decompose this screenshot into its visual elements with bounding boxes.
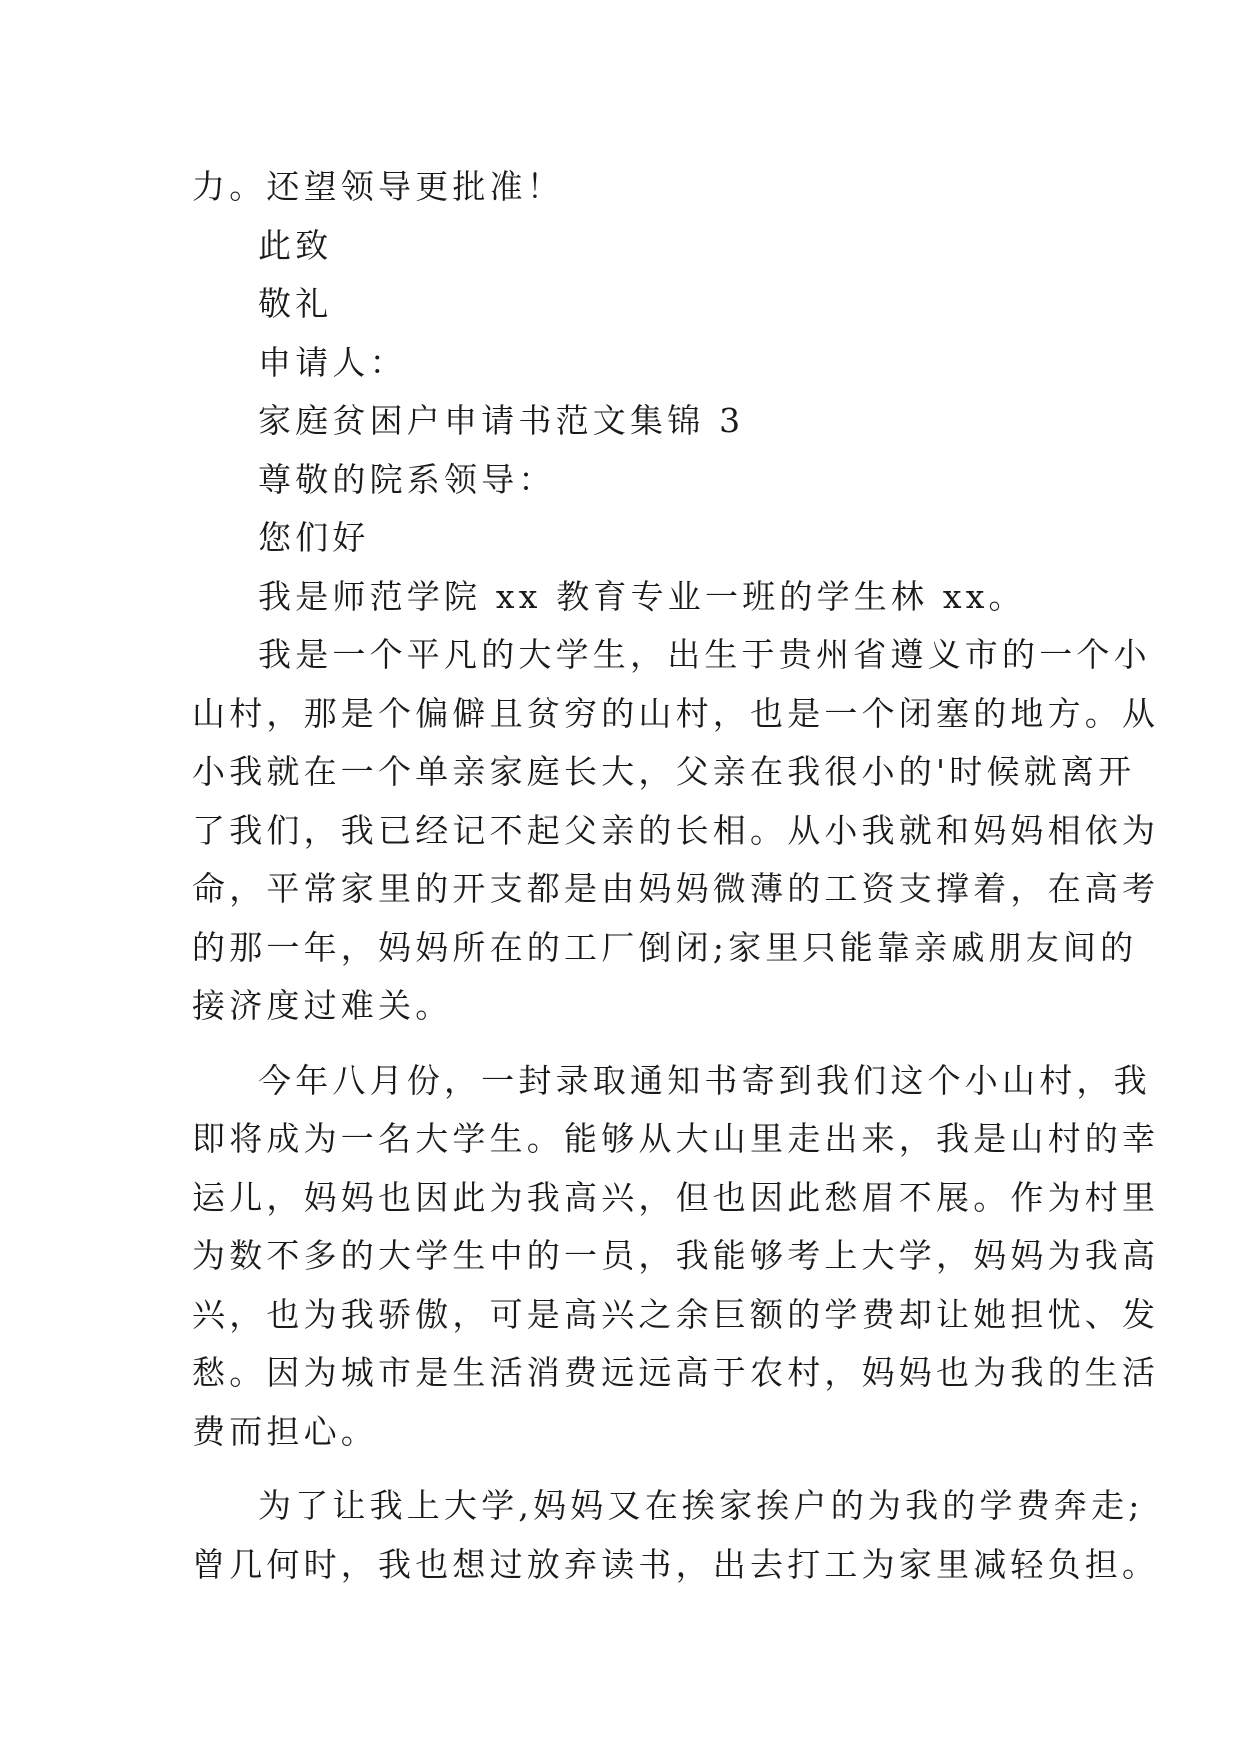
text-line: 了我们，我已经记不起父亲的长相。从小我就和妈妈相依为 <box>192 810 1160 850</box>
paragraph-gap <box>192 1036 1072 1052</box>
text-line: 费而担心。 <box>192 1411 378 1451</box>
text-line: 我是师范学院 xx 教育专业一班的学生林 xx。 <box>258 576 1026 616</box>
text-line: 接济度过难关。 <box>192 986 453 1025</box>
text-line: 即将成为一名大学生。能够从大山里走出来，我是山村的幸 <box>192 1119 1160 1158</box>
text-line: 小我就在一个单亲家庭长大，父亲在我很小的'时候就离开 <box>192 752 1136 791</box>
text-line: 为了让我上大学,妈妈又在挨家挨户的为我的学费奔走; <box>258 1486 1144 1525</box>
text-line: 命，平常家里的开支都是由妈妈微薄的工资支撑着，在高考 <box>192 869 1160 908</box>
text-line: 我是一个平凡的大学生，出生于贵州省遵义市的一个小 <box>258 635 1151 674</box>
text-line: 愁。因为城市是生活消费远远高于农村，妈妈也为我的生活 <box>192 1353 1160 1392</box>
text-line: 运儿，妈妈也因此为我高兴，但也因此愁眉不展。作为村里 <box>192 1177 1160 1217</box>
document-body <box>192 158 1160 1594</box>
text-line: 山村，那是个偏僻且贫穷的山村，也是一个闭塞的地方。从 <box>192 693 1160 733</box>
text-line: 敬礼 <box>258 284 333 323</box>
text-line: 今年八月份，一封录取通知书寄到我们这个小山村，我 <box>258 1060 1151 1100</box>
text-line: 的那一年，妈妈所在的工厂倒闭;家里只能靠亲戚朋友间的 <box>192 927 1138 967</box>
text-line: 为数不多的大学生中的一员，我能够考上大学，妈妈为我高 <box>192 1236 1160 1275</box>
paragraph-gap <box>192 1461 1072 1477</box>
text-line: 尊敬的院系领导： <box>258 459 556 499</box>
text-line: 兴，也为我骄傲，可是高兴之余巨额的学费却让她担忧、发 <box>192 1294 1160 1334</box>
text-line: 曾几何时，我也想过放弃读书，出去打工为家里减轻负担。 <box>192 1544 1160 1584</box>
text-line: 此致 <box>258 225 333 265</box>
text-line: 申请人： <box>258 342 407 382</box>
text-line: 家庭贫困户申请书范文集锦 3 <box>258 401 745 440</box>
text-line: 力。还望领导更批准！ <box>192 167 564 206</box>
text-line: 您们好 <box>258 518 370 557</box>
